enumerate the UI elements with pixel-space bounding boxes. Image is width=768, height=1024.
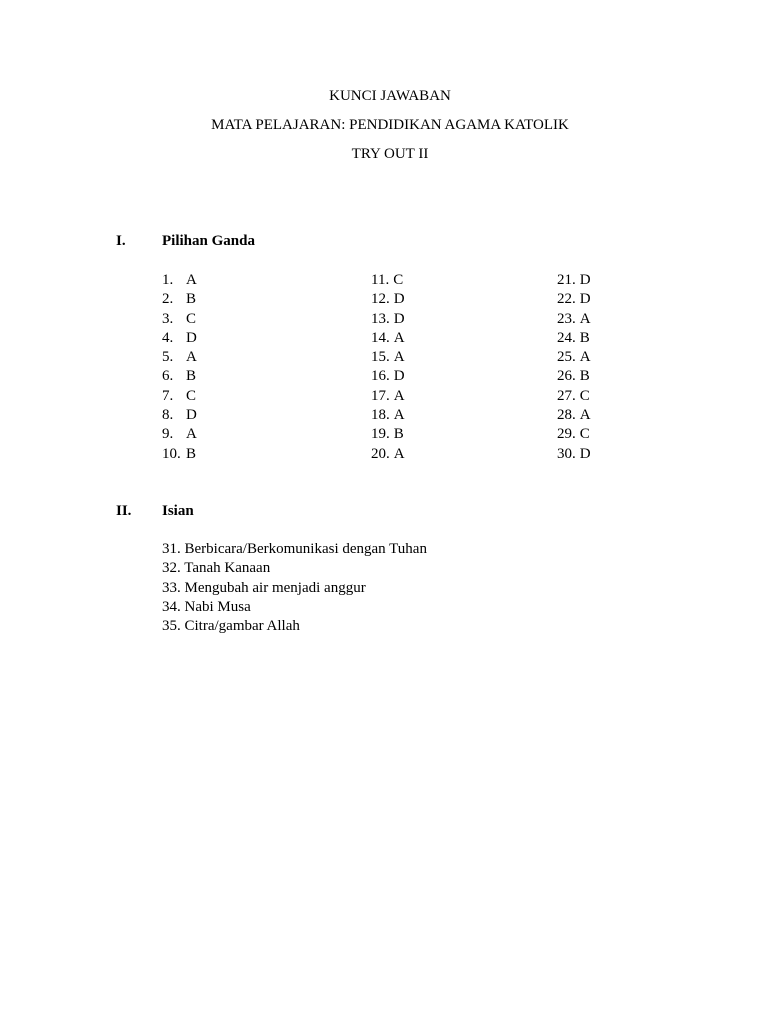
answer-row xyxy=(162,348,197,367)
answer-row xyxy=(162,271,197,290)
section2-roman: II. xyxy=(116,503,132,519)
answer-letter: B xyxy=(393,426,404,443)
answer-letter: D xyxy=(579,445,591,462)
answer-row xyxy=(557,367,591,386)
answer-number: 5. xyxy=(162,349,174,366)
answer-row xyxy=(557,329,591,348)
answer-number: 28. xyxy=(557,407,576,424)
answer-column-2 xyxy=(371,271,405,464)
answer-letter: D xyxy=(393,291,405,308)
answer-number: 8. xyxy=(162,407,174,424)
answer-letter: A xyxy=(186,272,197,288)
answer-letter: D xyxy=(186,407,197,424)
document-session: TRY OUT II xyxy=(351,146,429,162)
answer-letter: A xyxy=(393,387,405,404)
answer-number: 16. xyxy=(371,368,390,385)
answer-letter: D xyxy=(393,310,405,327)
answer-number: 6. xyxy=(162,368,174,385)
answer-number: 19. xyxy=(371,426,390,443)
answer-number: 30. xyxy=(557,445,576,462)
answer-letter: A xyxy=(393,445,405,462)
answer-number: 4. xyxy=(162,329,174,346)
answer-row xyxy=(371,425,405,444)
answer-row xyxy=(557,445,591,464)
answer-letter: A xyxy=(393,329,405,346)
answer-number: 14. xyxy=(371,329,390,346)
document-subject: MATA PELAJARAN: PENDIDIKAN AGAMA KATOLIK xyxy=(211,117,569,133)
answer-row xyxy=(162,425,197,444)
answer-row xyxy=(557,290,591,309)
answer-letter: A xyxy=(579,349,591,366)
document-title: KUNCI JAWABAN xyxy=(329,88,451,104)
isian-answer-item: 31. Berbicara/Berkomunikasi dengan Tuhan xyxy=(162,541,427,557)
answer-letter: A xyxy=(393,407,405,424)
answer-number: 20. xyxy=(371,445,390,462)
answer-row xyxy=(162,290,197,309)
answer-number: 25. xyxy=(557,349,576,366)
answer-letter: D xyxy=(579,272,591,288)
answer-number: 7. xyxy=(162,387,174,404)
answer-number: 2. xyxy=(162,291,174,308)
answer-row xyxy=(162,406,197,425)
section2-title: Isian xyxy=(162,503,194,519)
section1-title: Pilihan Ganda xyxy=(162,233,255,249)
isian-answer-item: 34. Nabi Musa xyxy=(162,598,251,615)
answer-row xyxy=(371,367,405,386)
answer-letter: C xyxy=(579,426,590,443)
answer-row xyxy=(162,445,197,464)
answer-row xyxy=(557,310,591,329)
answer-row xyxy=(371,271,405,290)
answer-number: 10. xyxy=(162,445,181,462)
answer-row xyxy=(371,387,405,406)
answer-letter: C xyxy=(579,387,590,404)
answer-column-1 xyxy=(162,271,197,464)
answer-letter: A xyxy=(579,407,591,424)
answer-number: 1. xyxy=(162,272,174,288)
answer-letter: C xyxy=(186,387,197,404)
answer-letter: B xyxy=(186,368,197,385)
answer-row xyxy=(557,425,591,444)
answer-row xyxy=(371,310,405,329)
answer-row xyxy=(371,406,405,425)
answer-number: 22. xyxy=(557,291,576,308)
answer-number: 17. xyxy=(371,387,390,404)
isian-answer-item: 33. Mengubah air menjadi anggur xyxy=(162,579,366,596)
answer-letter: D xyxy=(186,329,197,346)
isian-answer-item: 35. Citra/gambar Allah xyxy=(162,618,300,635)
answer-number: 3. xyxy=(162,310,174,327)
answer-number: 23. xyxy=(557,310,576,327)
section1-roman: I. xyxy=(116,233,126,249)
answer-number: 29. xyxy=(557,426,576,443)
answer-letter: C xyxy=(393,272,404,288)
answer-letter: B xyxy=(186,445,197,462)
answer-column-3 xyxy=(557,271,591,464)
answer-number: 18. xyxy=(371,407,390,424)
answer-number: 13. xyxy=(371,310,390,327)
answer-row xyxy=(162,310,197,329)
answer-letter: A xyxy=(393,349,405,366)
answer-letter: A xyxy=(579,310,591,327)
answer-row xyxy=(371,290,405,309)
answer-row xyxy=(371,445,405,464)
answer-number: 15. xyxy=(371,349,390,366)
answer-number: 26. xyxy=(557,368,576,385)
answer-row xyxy=(162,387,197,406)
answer-row xyxy=(557,387,591,406)
answer-number: 27. xyxy=(557,387,576,404)
answer-row xyxy=(371,348,405,367)
answer-letter: C xyxy=(186,310,197,327)
answer-letter: B xyxy=(186,291,197,308)
answer-number: 21. xyxy=(557,272,576,288)
answer-letter: A xyxy=(186,349,197,366)
answer-row xyxy=(162,329,197,348)
answer-letter: B xyxy=(579,329,590,346)
answer-letter: D xyxy=(579,291,591,308)
answer-number: 24. xyxy=(557,329,576,346)
answer-number: 9. xyxy=(162,426,174,443)
answer-row xyxy=(371,329,405,348)
answer-number: 12. xyxy=(371,291,390,308)
answer-row xyxy=(557,271,591,290)
isian-answer-item: 32. Tanah Kanaan xyxy=(162,560,271,577)
isian-answer-list xyxy=(162,540,427,636)
answer-row xyxy=(557,406,591,425)
answer-letter: A xyxy=(186,426,197,443)
answer-number: 11. xyxy=(371,272,390,288)
answer-letter: D xyxy=(393,368,405,385)
answer-letter: B xyxy=(579,368,590,385)
answer-row xyxy=(557,348,591,367)
answer-row xyxy=(162,367,197,386)
